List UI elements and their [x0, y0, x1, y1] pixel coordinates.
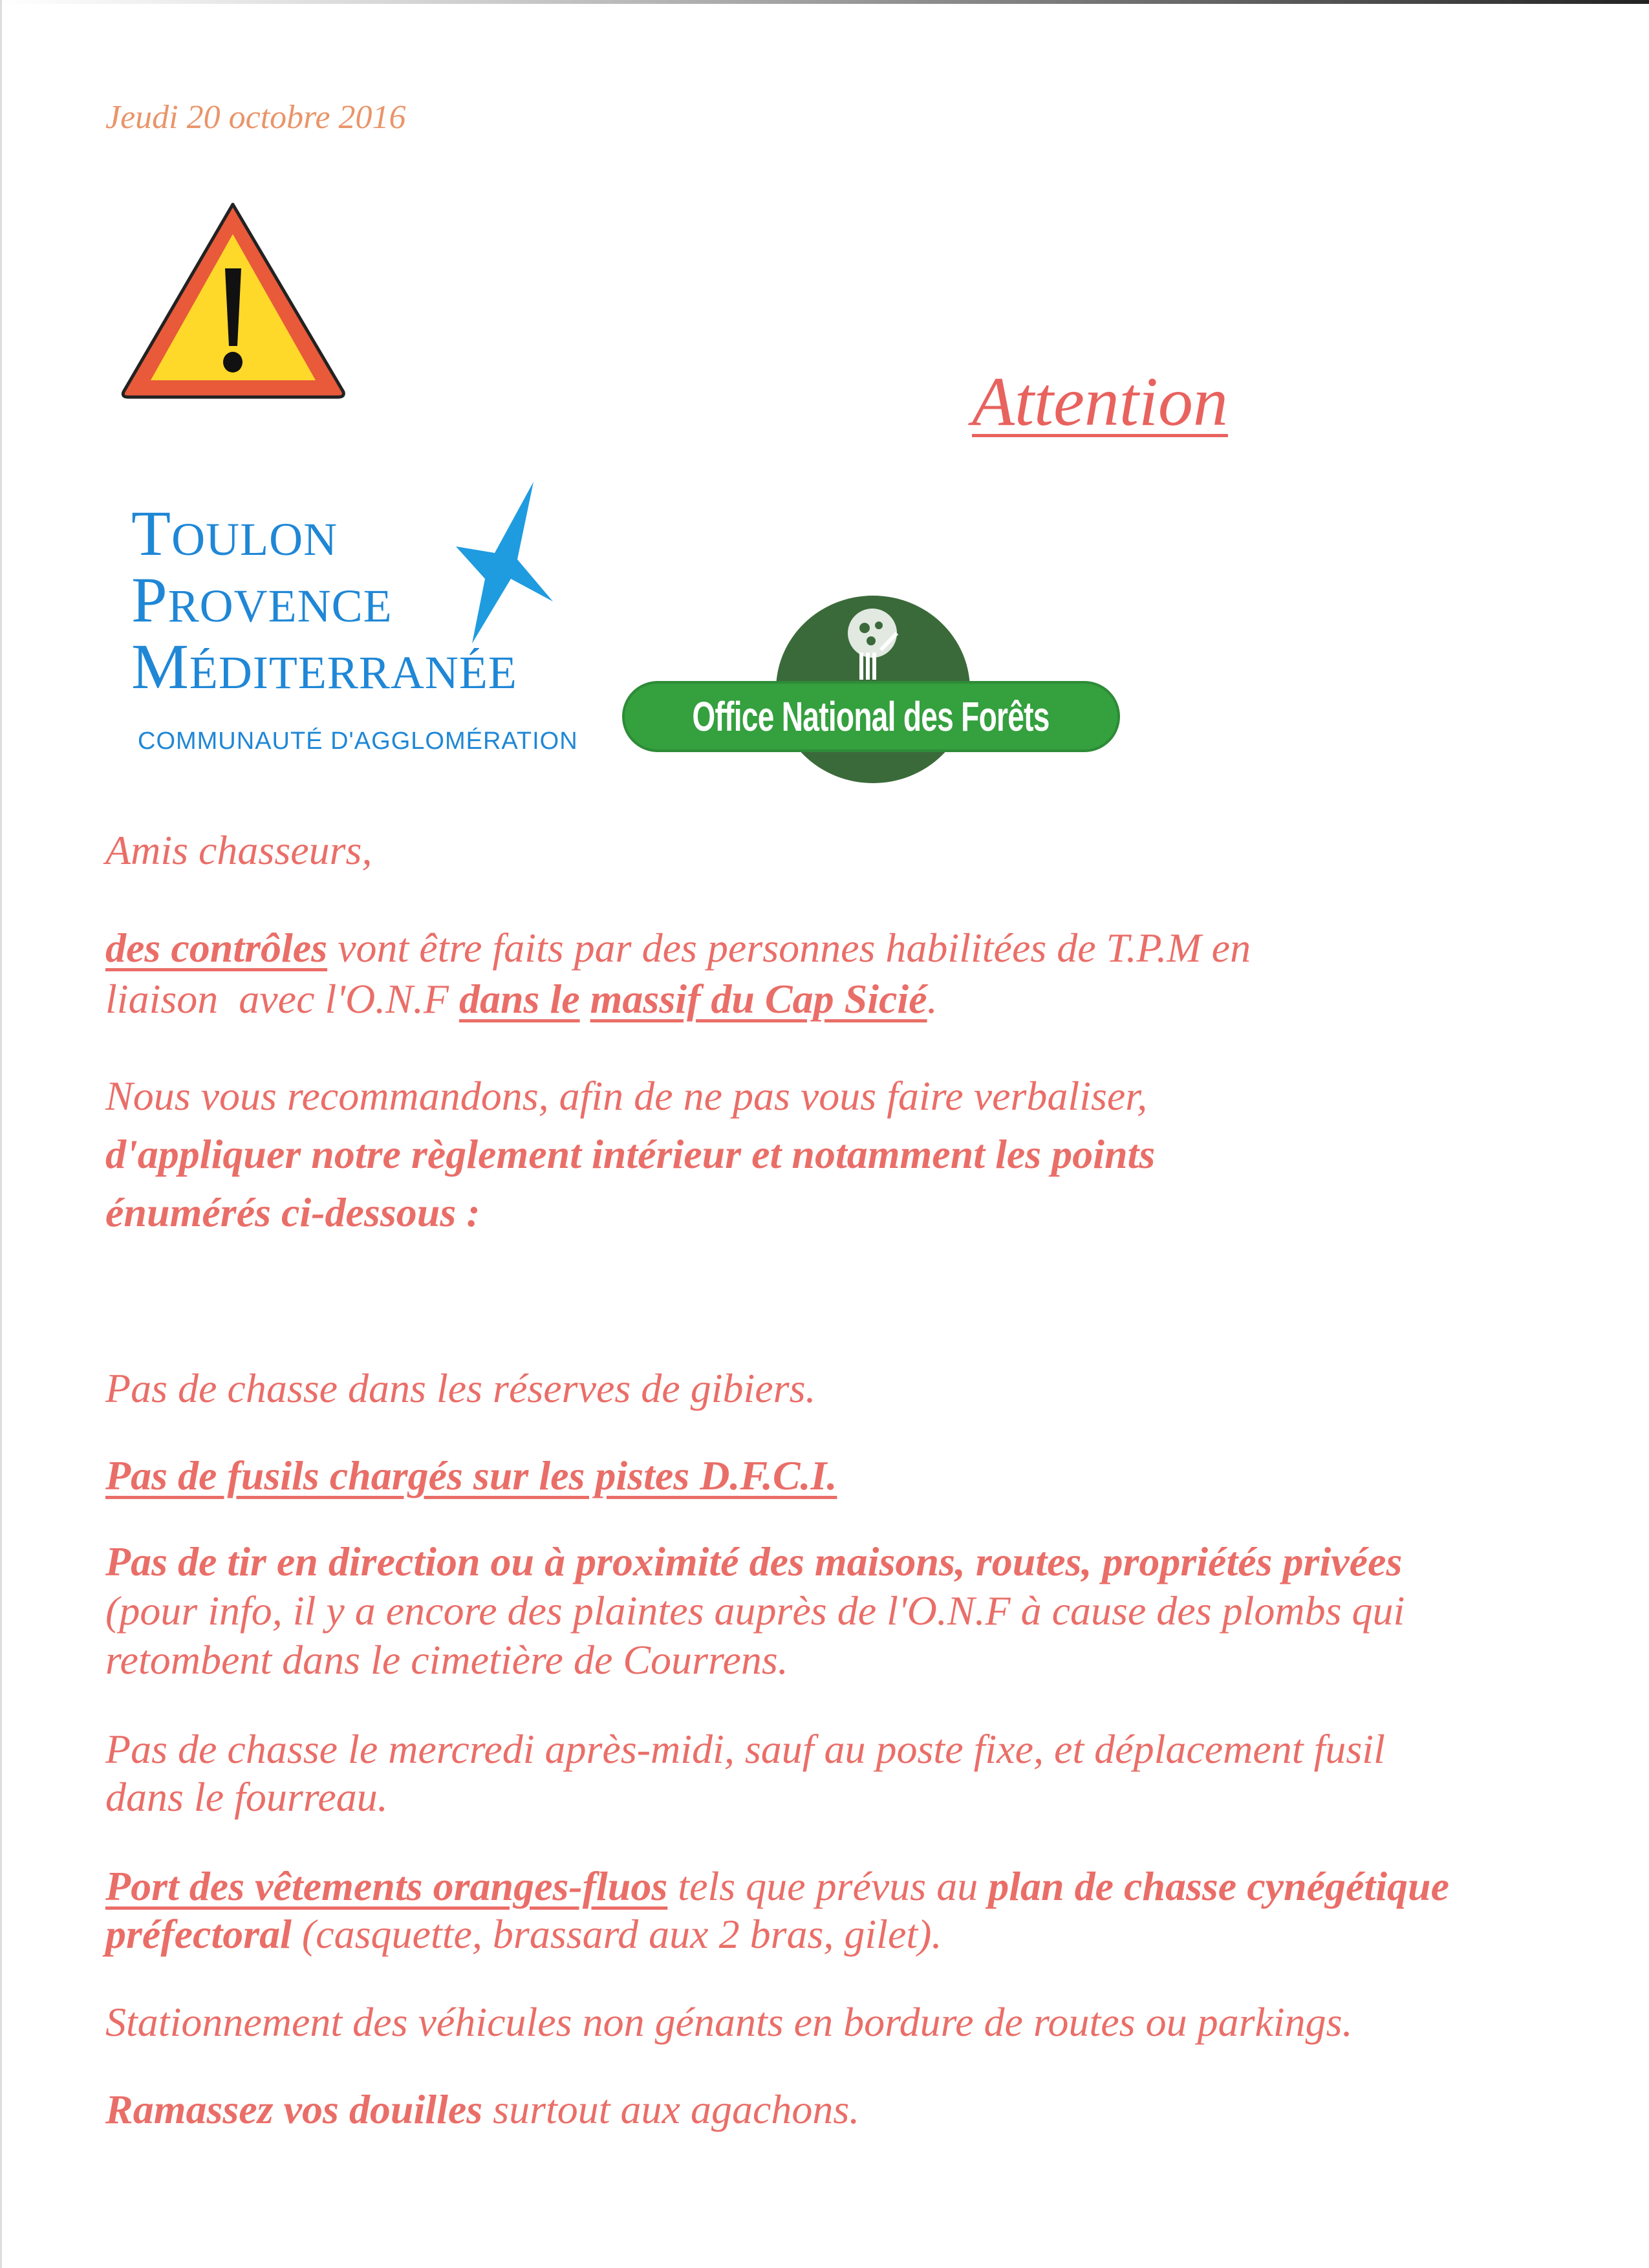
underlined-text: dans le	[458, 976, 580, 1022]
tpm-line1-rest: OULON	[171, 513, 338, 565]
paragraph	[105, 1725, 1385, 1821]
tpm-logo	[126, 482, 592, 766]
paragraph	[105, 1537, 1405, 1685]
underlined-text: Pas de fusils chargés sur les pistes D.F.C.I.	[105, 1453, 837, 1498]
paragraph	[105, 2084, 859, 2135]
bold-text: plan de chasse cynégétique	[988, 1863, 1449, 1909]
paragraph	[105, 1451, 837, 1501]
text-line	[105, 1451, 837, 1501]
text-line	[105, 1183, 1155, 1242]
text-line	[105, 1773, 1385, 1821]
text-line	[105, 1537, 1405, 1586]
paragraph	[105, 825, 372, 876]
text-line	[105, 973, 1251, 1024]
text-line	[105, 1125, 1155, 1183]
underlined-text: des contrôles	[105, 925, 328, 971]
tpm-logo-line3: MÉDITERRANÉE	[131, 631, 517, 702]
text-line	[105, 922, 1251, 973]
tpm-logo-subtitle: COMMUNAUTÉ D'AGGLOMÉRATION	[138, 728, 578, 755]
underlined-text: massif du Cap Sicié	[590, 976, 927, 1022]
text-line	[105, 1863, 1449, 1910]
tpm-logo-line1: TOULON	[131, 497, 338, 569]
text-line	[105, 1997, 1353, 2047]
text-segment: vont être faits par des personnes habilitées de T.P.M en	[327, 925, 1251, 971]
text-segment	[580, 976, 590, 1022]
text-line	[105, 1586, 1405, 1636]
paragraph	[105, 1997, 1353, 2047]
text-segment: Amis chasseurs,	[105, 827, 372, 873]
bold-text: Ramassez vos douilles	[105, 2086, 483, 2132]
text-line	[105, 2084, 859, 2135]
paragraph	[105, 1863, 1449, 1958]
text-line	[105, 1725, 1385, 1773]
text-segment: surtout aux agachons.	[482, 2086, 860, 2132]
tree-icon	[832, 607, 916, 685]
tpm-logo-line2: PROVENCE	[131, 564, 393, 636]
bold-text: énumérés ci-dessous :	[105, 1189, 480, 1235]
paragraph	[105, 1363, 815, 1414]
warning-triangle-icon	[118, 200, 348, 401]
text-line	[105, 1636, 1405, 1685]
text-segment: Nous vous recommandons, afin de ne pas vous faire verbaliser,	[105, 1073, 1148, 1119]
bold-text: préfectoral	[105, 1911, 292, 1957]
paragraph	[105, 922, 1251, 1024]
bold-text: d'appliquer notre règlement intérieur et notamment les points	[105, 1131, 1156, 1177]
text-segment: Pas de chasse le mercredi après-midi, sauf au poste fixe, et déplacement fusil	[105, 1726, 1385, 1772]
bold-text: Pas de tir en direction ou à proximité des maisons, routes, propriétés privées	[105, 1539, 1403, 1584]
text-segment: liaison avec l'O.N.F	[105, 976, 459, 1022]
text-line	[105, 825, 372, 876]
text-line	[105, 1910, 1449, 1958]
paragraph	[105, 1067, 1155, 1242]
scan-edge-left	[0, 0, 2, 2268]
text-segment: retombent dans le cimetière de Courrens.	[105, 1637, 788, 1683]
tpm-line3-rest: ÉDITERRANÉE	[189, 647, 517, 698]
text-segment: (casquette, brassard aux 2 bras, gilet).	[291, 1911, 942, 1957]
onf-logo	[622, 596, 1123, 783]
scan-edge	[0, 0, 1649, 4]
text-segment: Pas de chasse dans les réserves de gibiers.	[105, 1365, 816, 1411]
text-segment: tels que prévus au	[667, 1863, 989, 1909]
date: Jeudi 20 octobre 2016	[105, 99, 406, 136]
page-title: Attention	[972, 363, 1228, 440]
text-line	[105, 1363, 815, 1414]
text-segment: (pour info, il y a encore des plaintes auprès de l'O.N.F à cause des plombs qui	[105, 1588, 1405, 1634]
text-segment: dans le fourreau.	[105, 1774, 388, 1820]
tpm-line2-rest: ROVENCE	[167, 580, 393, 632]
onf-logo-banner	[622, 681, 1120, 752]
underlined-text: Port des vêtements oranges-fluos	[105, 1863, 668, 1909]
text-segment: .	[927, 976, 938, 1022]
star-icon	[456, 482, 585, 650]
text-segment: Stationnement des véhicules non génants en bordure de routes ou parkings.	[105, 1999, 1353, 2045]
onf-logo-text: Office National des Forêts	[692, 693, 1050, 740]
text-line	[105, 1067, 1155, 1125]
